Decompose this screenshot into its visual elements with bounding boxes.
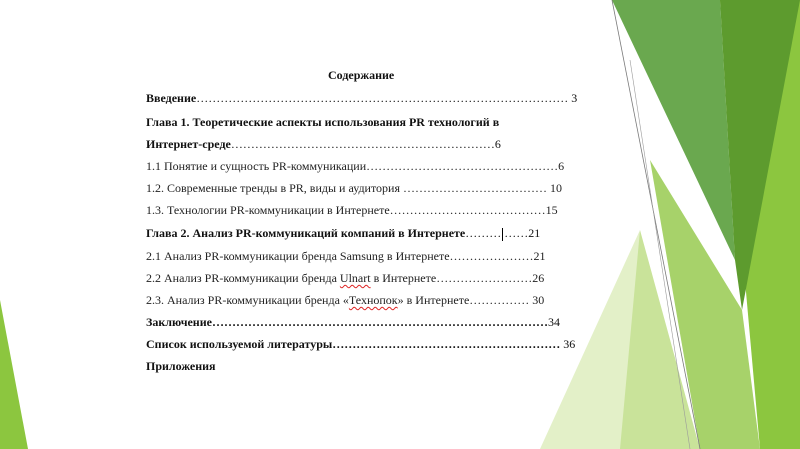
entry-leader: ………………………………… (389, 203, 546, 217)
entry-label: 1.2. Современные тренды в PR, виды и аудитория (146, 181, 400, 195)
entry-page: 34 (547, 315, 560, 329)
entry-label-tail: » в Интернете (397, 293, 470, 307)
entry-leader-before-cursor: ……… (465, 226, 502, 240)
entry-leader: ……………………………… (403, 181, 547, 195)
entry-label: Заключение (146, 315, 212, 329)
entry-leader: ………………………………………………………………………………… (196, 91, 569, 105)
entry-label: Глава 2. Анализ PR-коммуникаций компаний в Интернете (146, 226, 466, 240)
entry-leader: ………………………………………… (366, 159, 559, 173)
entry-page: 6 (558, 159, 565, 173)
entry-page: 15 (545, 203, 558, 217)
entry-label: 2.1 Анализ PR-коммуникации бренда Samsung в Интернете (146, 249, 450, 263)
entry-label: Введение (146, 91, 197, 105)
entry-label: 2.2 Анализ PR-коммуникации бренда (146, 271, 340, 285)
entry-page: 3 (571, 91, 578, 105)
toc-entry-references (146, 337, 575, 351)
brand-name: Ulnart (339, 271, 371, 285)
toc-entry-introduction (146, 91, 577, 105)
toc-entry-chapter-1-line-2 (146, 137, 501, 151)
toc-entry-1-1 (146, 159, 564, 173)
toc-title: Содержание (328, 68, 395, 82)
entry-page: 21 (533, 249, 546, 263)
entry-label: Список используемой литературы (146, 337, 333, 351)
entry-leader: …………… (469, 293, 530, 307)
toc-entry-appendices (146, 359, 216, 373)
entry-leader: ………………… (449, 249, 534, 263)
toc-entry-2-1 (146, 249, 546, 263)
entry-label: Приложения (146, 359, 216, 373)
entry-label: Глава 1. Теоретические аспекты использования PR технологий в (146, 115, 500, 129)
entry-label: 2.3. Анализ PR-коммуникации бренда « (146, 293, 349, 307)
entry-page: 36 (563, 337, 576, 351)
entry-label: 1.1 Понятие и сущность PR-коммуникации (146, 159, 367, 173)
toc-entry-chapter-2 (146, 226, 540, 241)
toc-entry-1-3 (146, 203, 558, 217)
toc-entry-conclusion (146, 315, 560, 329)
toc-entry-2-3 (146, 293, 544, 307)
toc-entry-2-2 (146, 271, 544, 285)
toc-entry-chapter-1-line-1 (146, 115, 499, 129)
entry-page: 10 (550, 181, 562, 195)
entry-label-tail: в Интернете (370, 271, 437, 285)
entry-page: 21 (528, 226, 541, 240)
entry-leader: …………………… (436, 271, 533, 285)
toc-entry-1-2 (146, 181, 562, 195)
entry-page: 6 (494, 137, 501, 151)
entry-page: 26 (532, 271, 545, 285)
entry-page: 30 (532, 293, 545, 307)
entry-leader: ………………………………………………………… (230, 137, 495, 151)
entry-label: 1.3. Технологии PR-коммуникации в Интернете (146, 203, 390, 217)
brand-name: Технопок (348, 293, 398, 307)
entry-label: Интернет-среде (146, 137, 231, 151)
entry-leader: ………………………………………………………………………… (211, 315, 548, 329)
entry-leader: …… (504, 226, 529, 240)
entry-leader: ………………………………………………… (332, 337, 561, 351)
